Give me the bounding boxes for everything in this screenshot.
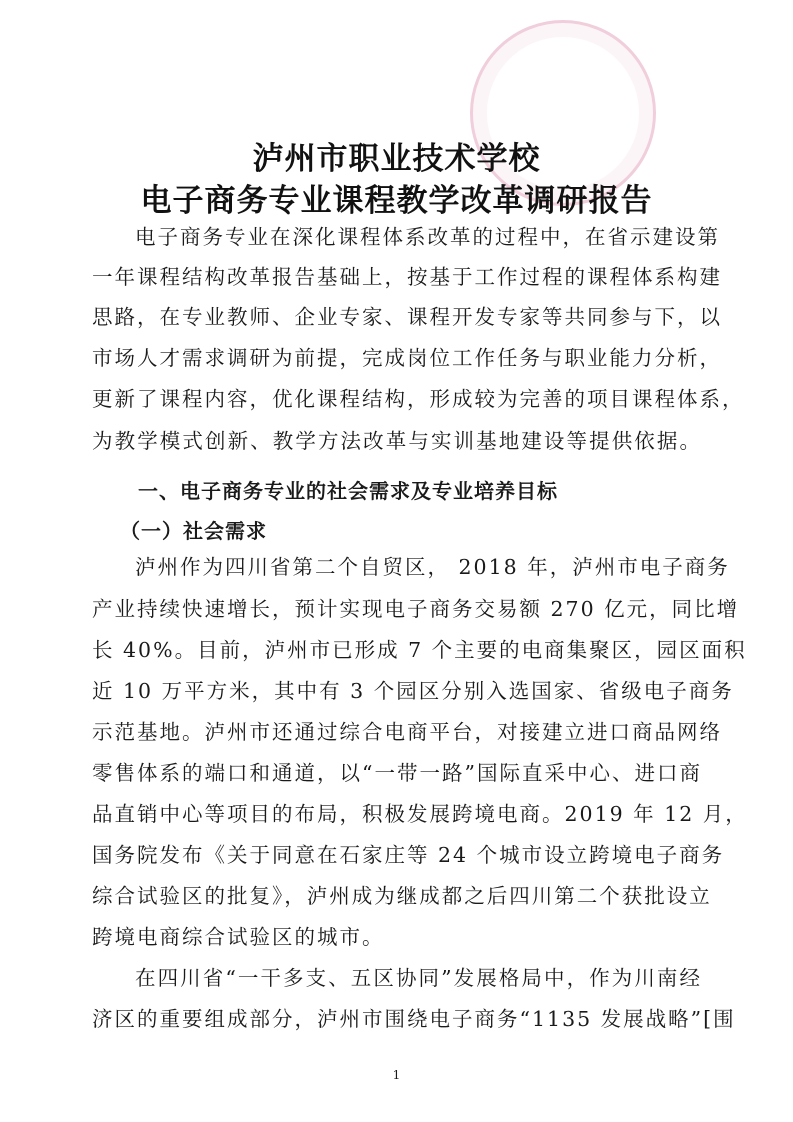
document-title-line-2: 电子商务专业课程教学改革调研报告 <box>140 183 653 219</box>
paragraph-line: 近 10 万平方米，其中有 3 个园区分别入选国家、省级电子商务 <box>92 679 734 703</box>
paragraph-line: 示范基地。泸州市还通过综合电商平台，对接建立进口商品网络 <box>92 720 722 744</box>
intro-line: 为教学模式创新、教学方法改革与实训基地建设等提供依据。 <box>92 429 702 453</box>
paragraph-line: 国务院发布《关于同意在石家庄等 24 个城市设立跨境电子商务 <box>92 843 725 867</box>
paragraph-line: 长 40%。目前，泸州市已形成 7 个主要的电商集聚区，园区面积 <box>92 638 747 662</box>
paragraph-line: 品直销中心等项目的布局，积极发展跨境电商。2019 年 12 月， <box>92 802 748 826</box>
paragraph-line: 零售体系的端口和通道，以“一带一路”国际直采中心、进口商 <box>92 761 702 785</box>
page-number: 1 <box>392 1068 401 1082</box>
paragraph-line: 济区的重要组成部分，泸州市围绕电子商务“1135 发展战略”[围 <box>92 1007 736 1031</box>
intro-line: 市场人才需求调研为前提，完成岗位工作任务与职业能力分析， <box>92 346 722 370</box>
intro-line: 电子商务专业在深化课程体系改革的过程中，在省示建设第 <box>135 225 720 249</box>
paragraph-line: 泸州作为四川省第二个自贸区， 2018 年，泸州市电子商务 <box>135 555 730 579</box>
document-title-line-1: 泸州市职业技术学校 <box>252 141 541 177</box>
intro-line: 思路，在专业教师、企业专家、课程开发专家等共同参与下，以 <box>92 305 722 329</box>
paragraph-line: 跨境电商综合试验区的城市。 <box>92 925 385 949</box>
section-heading: 一、电子商务专业的社会需求及专业培养目标 <box>138 479 558 503</box>
paragraph-line: 在四川省“一干多支、五区协同”发展格局中，作为川南经 <box>135 966 702 990</box>
paragraph-line: 产业持续快速增长，预计实现电子商务交易额 270 亿元，同比增 <box>92 597 740 621</box>
paragraph-line: 综合试验区的批复》，泸州成为继成都之后四川第二个获批设立 <box>92 884 712 908</box>
intro-line: 更新了课程内容，优化课程结构，形成较为完善的项目课程体系， <box>92 387 745 411</box>
subsection-heading: （一）社会需求 <box>120 519 267 543</box>
intro-line: 一年课程结构改革报告基础上，按基于工作过程的课程体系构建 <box>92 265 722 289</box>
